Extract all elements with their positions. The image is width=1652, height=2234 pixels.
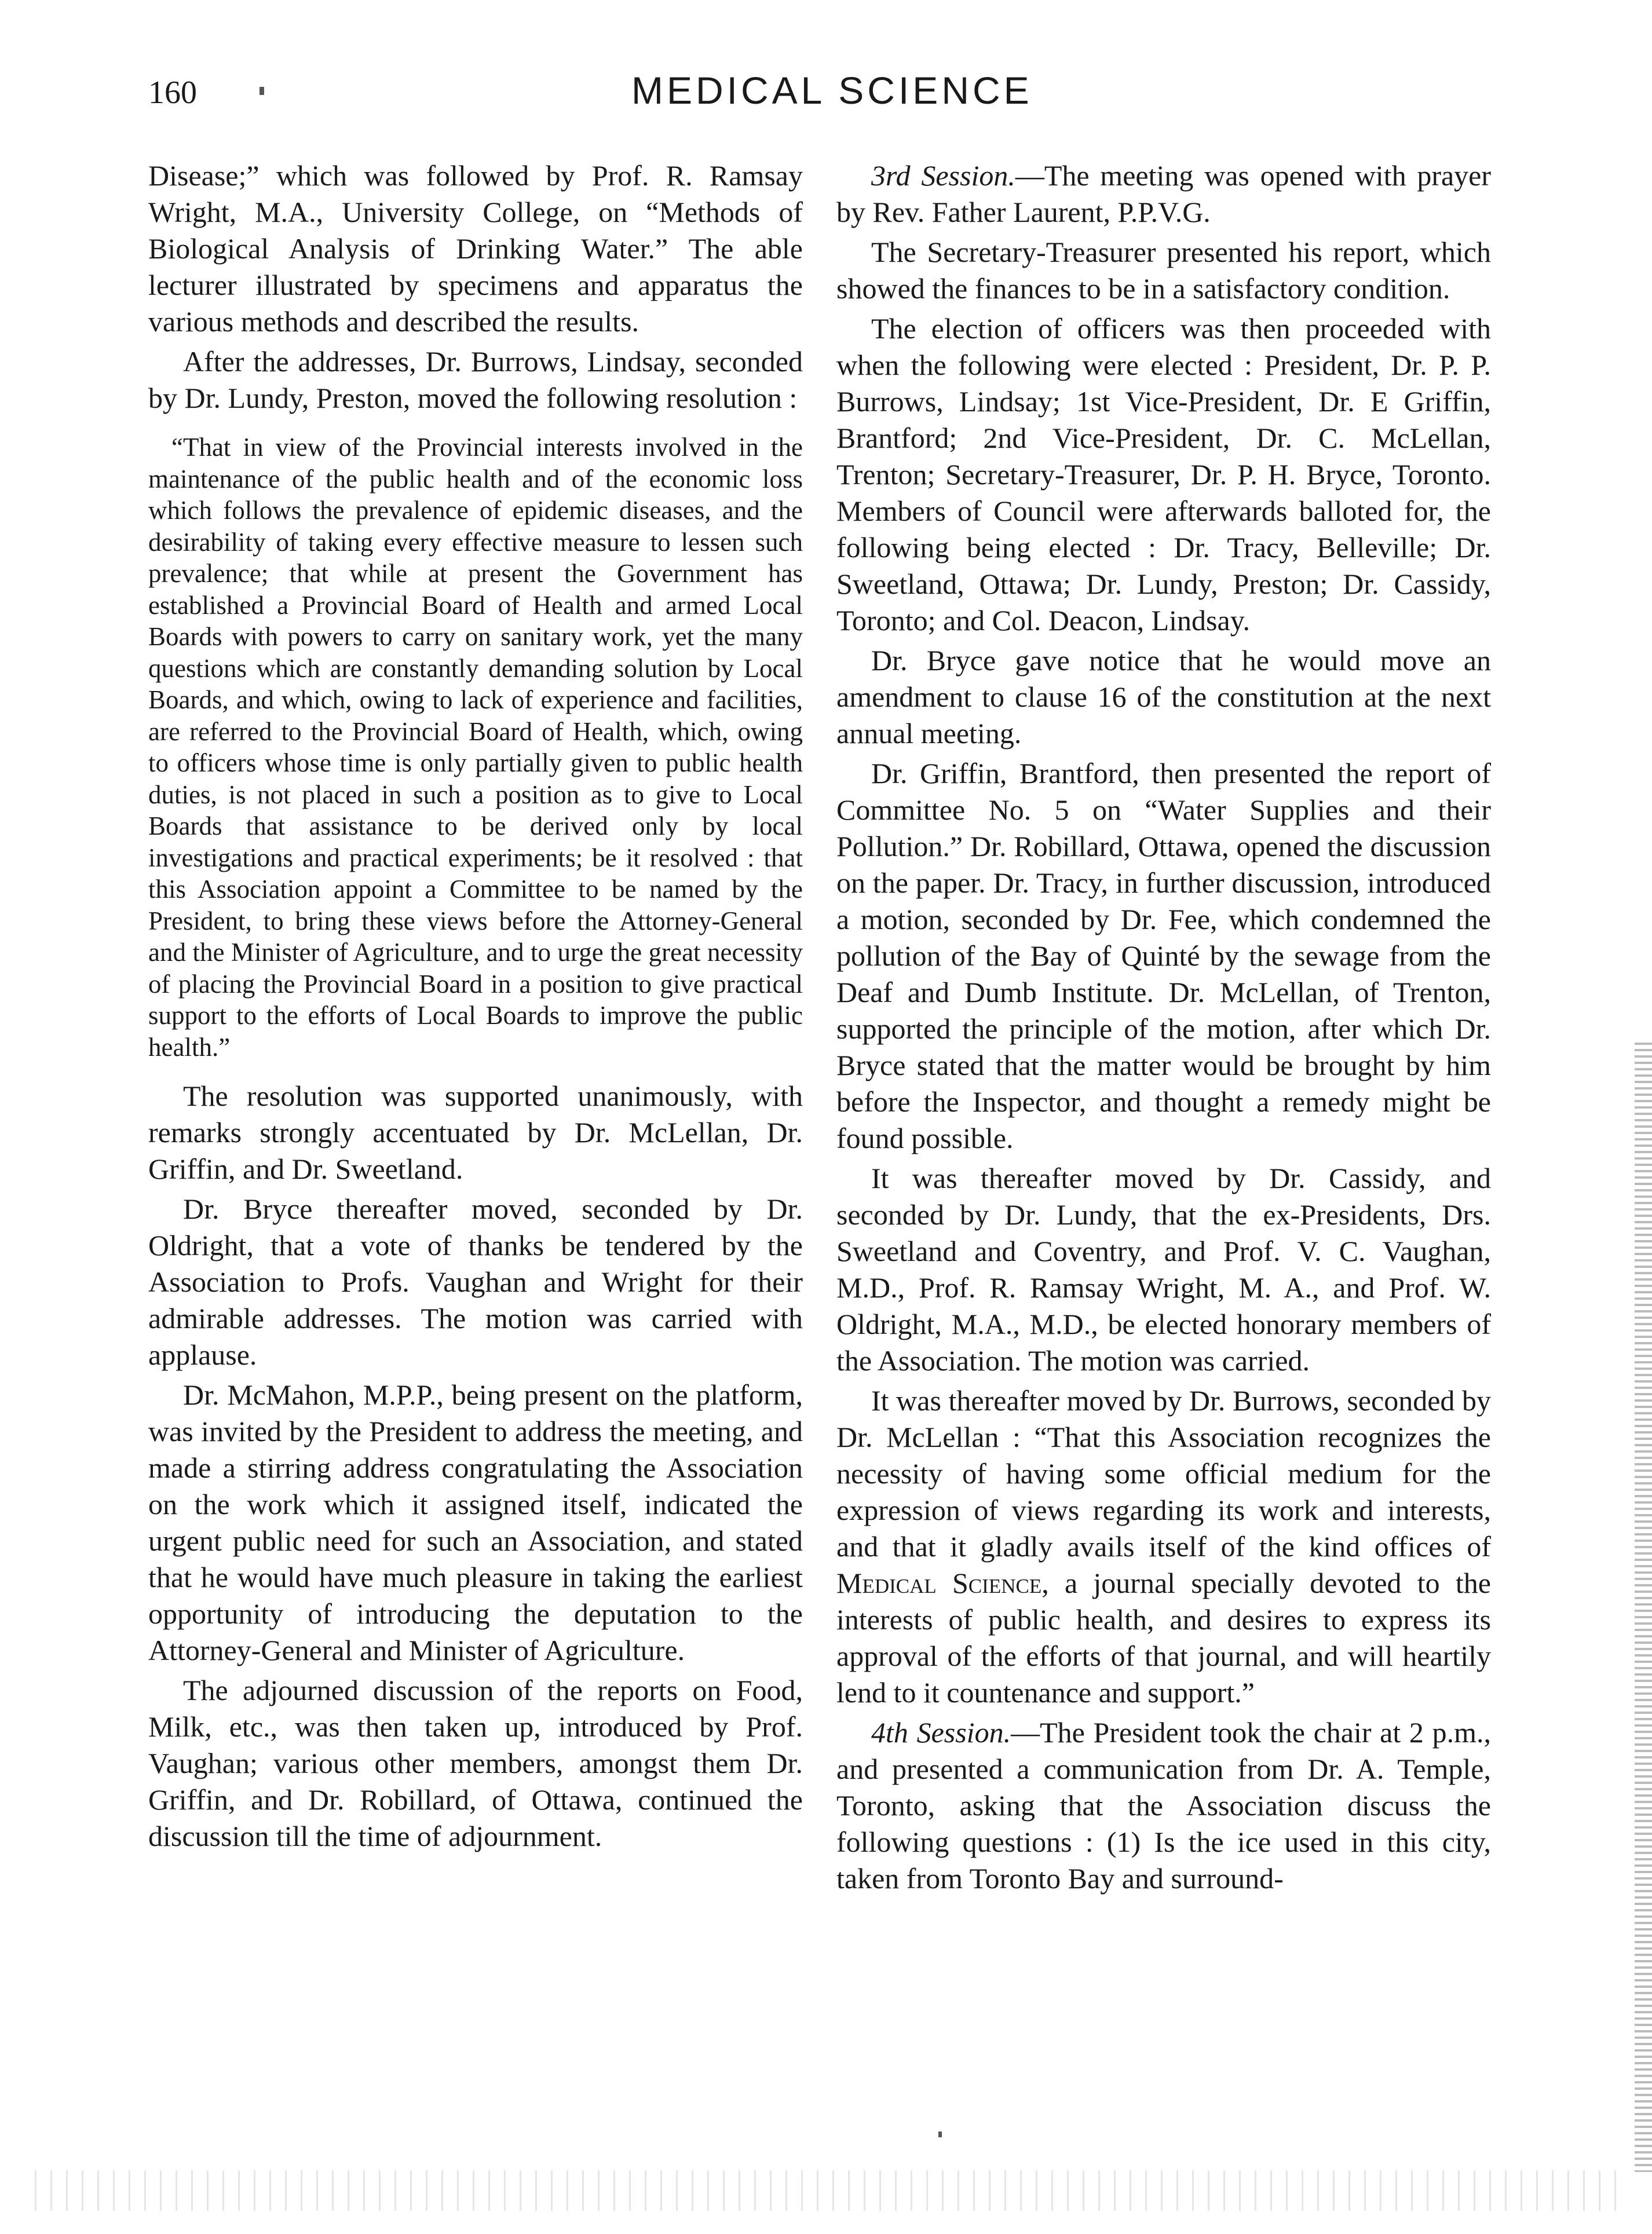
paragraph: Dr. Bryce gave notice that he would move an amendment to clause 16 of the constitution at the next annual meeting. bbox=[836, 644, 1491, 749]
paragraph: The Secretary-Treasurer presented his report, which showed the finances to be in a satisfactory condition. bbox=[836, 236, 1491, 305]
paragraph: It was thereafter moved by Dr. Cassidy, and seconded by Dr. Lundy, that the ex-Presidents, Drs. Sweetland and Coventry, and Prof. V. C. Vaughan, M.D., Prof. R. Ramsay Wright, M. A., and Prof. W. Oldright, M.A., M.D., be elected honorary members of the Association. The motion was carried. bbox=[836, 1162, 1491, 1377]
left-column bbox=[148, 158, 803, 1858]
paragraph-text: , a journal specially devoted to the interests of public health, and desires to express its approval of the efforts of that journal, and will heartily lend to it countenance and support.” bbox=[836, 1567, 1491, 1709]
paragraph: Disease;” which was followed by Prof. R. Ramsay Wright, M.A., University College, on “Methods of Biological Analysis of Drinking Water.” The able lecturer illustrated by specimens and apparatus the various methods and described the results. bbox=[148, 159, 803, 338]
paragraph: Dr. Griffin, Brantford, then presented the report of Committee No. 5 on “Water Supplies and their Pollution.” Dr. Robillard, Ottawa, opened the discussion on the paper. Dr. Tracy, in further discussion, introduced a motion, seconded by Dr. Fee, which condemned the pollution of the Bay of Quinté by the sewage from the Deaf and Dumb Institute. Dr. McLellan, of Trenton, supported the principle of the motion, after which Dr. Bryce stated that the matter would be brought by him before the Inspector, and thought a remedy might be found possible. bbox=[836, 757, 1491, 1154]
paragraph-text: —The meeting was opened with prayer by Rev. Father Laurent, P.P.V.G. bbox=[836, 159, 1492, 228]
running-title: MEDICAL SCIENCE bbox=[631, 69, 1033, 112]
session-heading: 4th Session. bbox=[871, 1716, 1011, 1749]
right-column bbox=[836, 158, 1491, 1900]
paragraph: Dr. Bryce thereafter moved, seconded by Dr. Oldright, that a vote of thanks be tendered by the Association to Profs. Vaughan and Wright for their admirable addresses. The motion was carried with applause. bbox=[148, 1193, 803, 1371]
paragraph: Dr. McMahon, M.P.P., being present on the platform, was invited by the President to address the meeting, and made a stirring address congratulating the Association on the work which it assigned itself, indicated the urgent public need for such an Association, and stated that he would have much pleasure in taking the earliest opportunity of introducing the deputation to the Attorney-General and Minister of Agriculture. bbox=[148, 1379, 803, 1666]
scan-edge-noise bbox=[1635, 1043, 1652, 2172]
paragraph-text: It was thereafter moved by Dr. Burrows, seconded by Dr. McLellan : “That this Association recognizes the necessity of having some official medium for the expression of views regarding its work and interests, and that it gladly avails itself of the kind offices of bbox=[836, 1384, 1491, 1563]
paragraph bbox=[836, 1383, 1491, 1711]
paragraph: The adjourned discussion of the reports on Food, Milk, etc., was then taken up, introduced by Prof. Vaughan; various other members, amongst them Dr. Griffin, and Dr. Robillard, of Ottawa, continued the discussion till the time of adjournment. bbox=[148, 1674, 803, 1852]
scan-speck bbox=[938, 2131, 942, 2137]
paragraph: After the addresses, Dr. Burrows, Lindsay, seconded by Dr. Lundy, Preston, moved the following resolution : bbox=[148, 345, 803, 414]
journal-name: Medical Science bbox=[836, 1567, 1042, 1599]
session-heading: 3rd Session. bbox=[871, 159, 1015, 192]
paragraph: The election of officers was then proceeded with when the following were elected : President, Dr. P. P. Burrows, Lindsay; 1st Vice-President, Dr. E Griffin, Brantford; 2nd Vice-President, Dr. C. McLellan, Trenton; Secretary-Treasurer, Dr. P. H. Bryce, Toronto. Members of Council were afterwards balloted for, the following being elected : Dr. Tracy, Belleville; Dr. Sweetland, Ottawa; Dr. Lundy, Preston; Dr. Cassidy, Toronto; and Col. Deacon, Lindsay. bbox=[836, 312, 1491, 637]
paragraph bbox=[836, 1714, 1491, 1897]
resolution-quote: “That in view of the Provincial interests involved in the maintenance of the public health and of the economic loss which follows the prevalence of epidemic diseases, and the desirability of taking every effective measure to lessen such prevalence; that while at present the Government has established a Provincial Board of Health and armed Local Boards with powers to carry on sanitary work, yet the many questions which are constantly demanding solution by Local Boards, and which, owing to lack of experience and facilities, are referred to the Provincial Board of Health, which, owing to officers whose time is only partially given to public health duties, is not placed in such a position as to give to Local Boards that assistance to be derived only by local investigations and practical experiments; be it resolved : that this Association appoint a Committee to be named by the President, to bring these views before the Attorney-General and the Minister of Agriculture, and to urge the great necessity of placing the Provincial Board in a position to give practical support to the efforts of Local Boards to improve the public health.” bbox=[148, 433, 803, 1062]
paragraph: The resolution was supported unanimously, with remarks strongly accentuated by Dr. McLellan, Dr. Griffin, and Dr. Sweetland. bbox=[148, 1080, 803, 1185]
page-number: 160 bbox=[148, 75, 197, 111]
scan-bottom-noise bbox=[35, 2170, 1617, 2211]
paragraph-text: —The President took the chair at 2 p.m., and presented a communication from Dr. A. Temple, Toronto, asking that the Association discuss the following questions : (1) Is the ice used in this city, taken from Toronto Bay and surround- bbox=[836, 1716, 1491, 1895]
paragraph bbox=[836, 158, 1491, 231]
scan-speck bbox=[260, 87, 264, 95]
